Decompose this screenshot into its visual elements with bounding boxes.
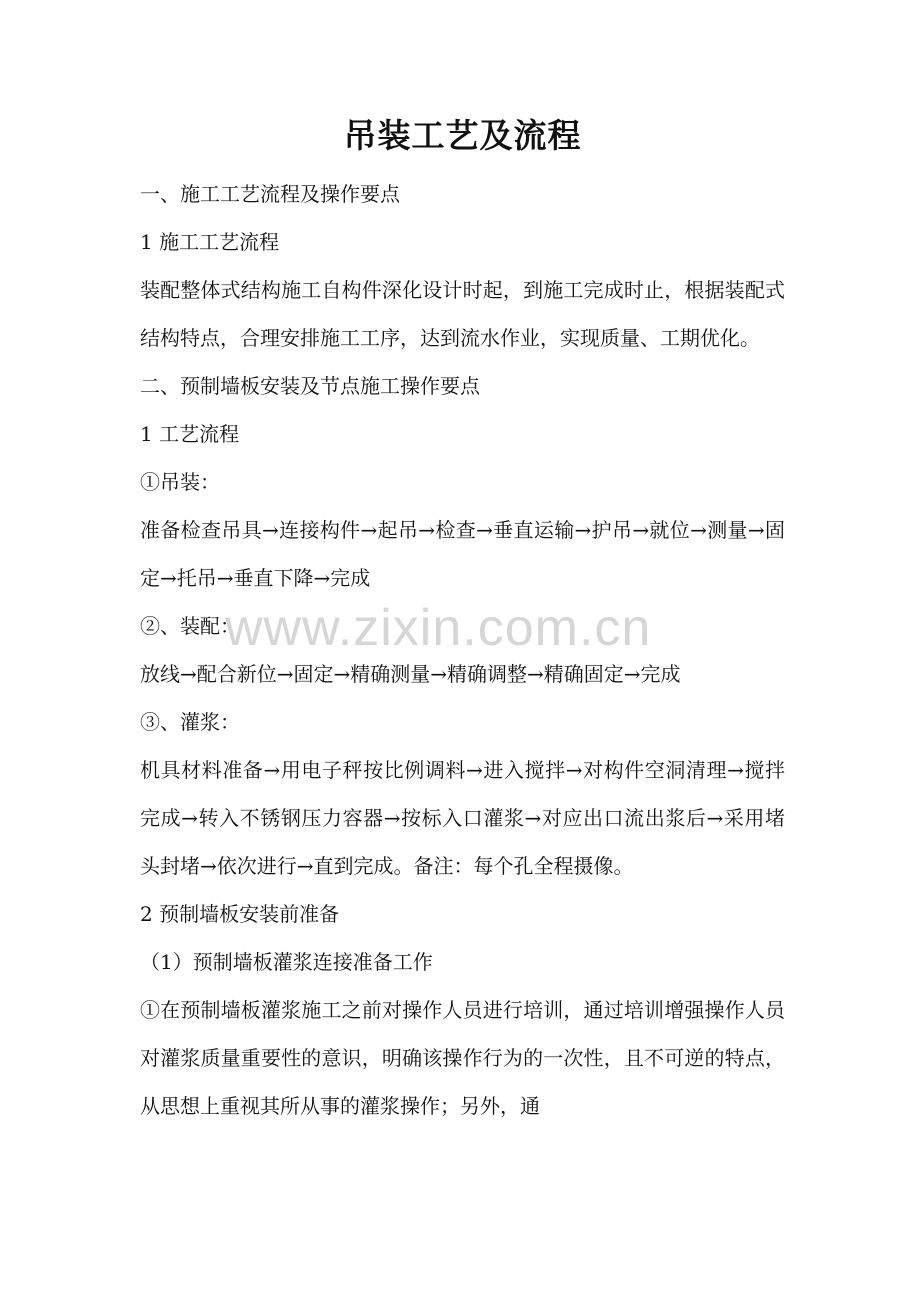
step1-flow: 准备检查吊具→连接构件→起吊→检查→垂直运输→护吊→就位→测量→固定→托吊→垂直下降→完成 [140,518,785,590]
section1-sub1-heading: 1 施工工艺流程 [140,230,280,254]
section1-heading: 一、施工工艺流程及操作要点 [140,182,400,206]
section2-sub2-1-text: ①在预制墙板灌浆施工之前对操作人员进行培训，通过培训增强操作人员对灌浆质量重要性的意识，明确该操作行为的一次性，且不可逆的特点，从思想上重视其所从事的灌浆操作；另外，通 [140,998,785,1118]
step3-label: ③、灌浆： [140,710,240,734]
step3-flow: 机具材料准备→用电子秤按比例调料→进入搅拌→对构件空洞清理→搅拌完成→转入不锈钢压力容器→按标入口灌浆→对应出口流出浆后→采用堵头封堵→依次进行→直到完成。备注：每个孔全程摄像。 [140,758,785,878]
document-title: 吊装工艺及流程 [343,116,582,155]
section2-sub2-heading: 2 预制墙板安装前准备 [140,902,340,926]
step1-label: ①吊装： [140,470,220,494]
step2-label: ②、装配： [140,614,240,638]
section2-sub1-heading: 1 工艺流程 [140,422,240,446]
section1-sub1-text: 装配整体式结构施工自构件深化设计时起，到施工完成时止，根据装配式结构特点，合理安排施工工序，达到流水作业，实现质量、工期优化。 [140,278,785,350]
watermark: www.zixin.com.cn [225,599,652,657]
section2-heading: 二、预制墙板安装及节点施工操作要点 [140,374,480,398]
document-page [140,110,785,1130]
section2-sub2-1-heading: （1）预制墙板灌浆连接准备工作 [140,950,433,974]
step2-flow: 放线→配合新位→固定→精确测量→精确调整→精确固定→完成 [140,662,681,686]
